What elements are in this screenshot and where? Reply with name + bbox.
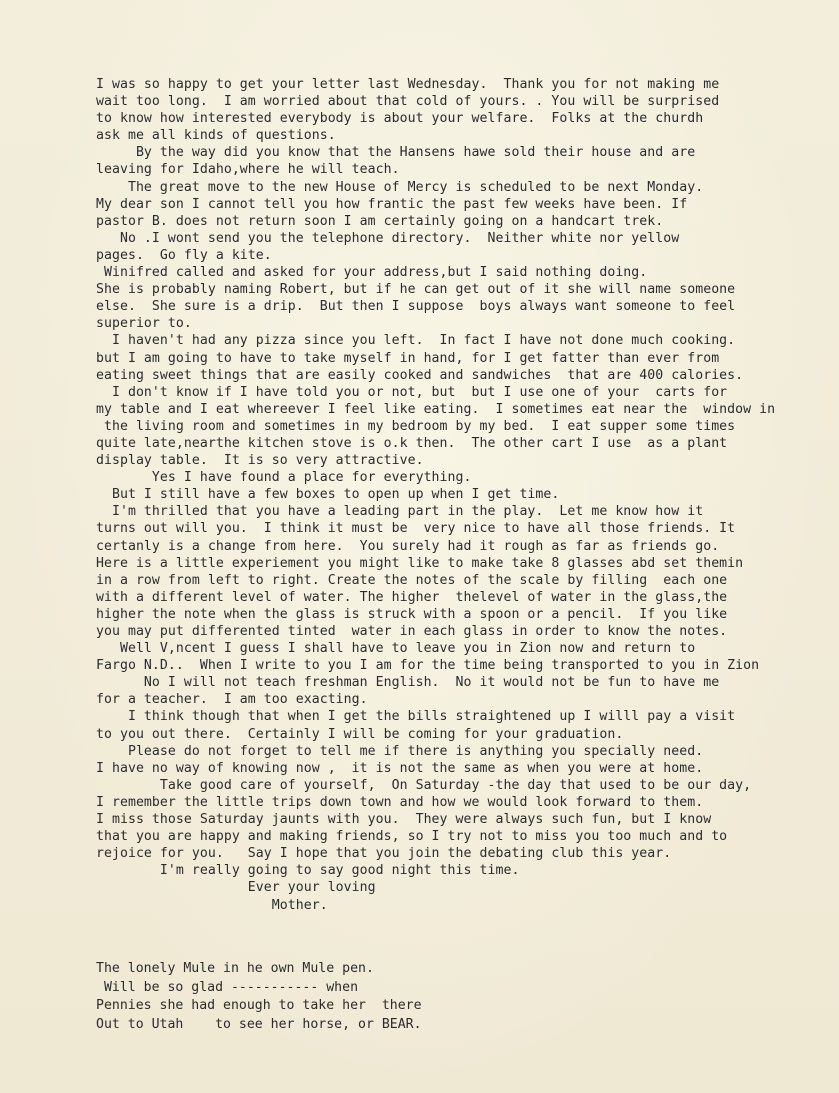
letter-line: Here is a little experiement you might like to make take 8 glasses abd set themin (96, 555, 744, 571)
letter-line: She is probably naming Robert, but if he can get out of it she will name someone (96, 282, 736, 298)
letter-line: the living room and sometimes in my bedroom by my bed. I eat supper some times (96, 418, 736, 434)
letter-line: that you are happy and making friends, so I try not to miss you too much and to (96, 829, 728, 845)
letter-line: wait too long. I am worried about that cold of yours. . You will be surprised (96, 94, 720, 110)
letter-line: No I will not teach freshman English. No it would not be fun to have me (96, 675, 720, 691)
letter-line: to know how interested everybody is about your welfare. Folks at the churdh (96, 111, 704, 127)
letter-line: else. She sure is a drip. But then I suppose boys always want someone to feel (96, 299, 736, 315)
letter-line: Ever your loving (96, 880, 376, 896)
letter-line: with a different level of water. The higher thelevel of water in the glass,the (96, 589, 728, 605)
letter-line: leaving for Idaho,where he will teach. (96, 162, 400, 178)
letter-line: Mother. (96, 897, 328, 913)
letter-line: I haven't had any pizza since you left. In fact I have not done much cooking. (96, 333, 736, 349)
letter-line: I have no way of knowing now , it is not the same as when you were at home. (96, 760, 704, 776)
letter-line: turns out will you. I think it must be very nice to have all those friends. It (96, 521, 736, 537)
letter-line: I think though that when I get the bills straightened up I willl pay a visit (96, 709, 736, 725)
letter-line: rejoice for you. Say I hope that you join the debating club this year. (96, 846, 672, 862)
postscript-line: Out to Utah to see her horse, or BEAR. (96, 1016, 422, 1032)
letter-line: I don't know if I have told you or not, but but I use one of your carts for (96, 384, 728, 400)
letter-line: Yes I have found a place for everything. (96, 470, 472, 486)
letter-line: Winifred called and asked for your address,but I said nothing doing. (96, 265, 648, 281)
letter-line: My dear son I cannot tell you how frantic the past few weeks have been. If (96, 196, 688, 212)
letter-line: but I am going to have to take myself in hand, for I get fatter than ever from (96, 350, 720, 366)
letter-line: Take good care of yourself, On Saturday -the day that used to be our day, (96, 777, 752, 793)
letter-line: Well V,ncent I guess I shall have to leave you in Zion now and return to (96, 641, 696, 657)
postscript-line: The lonely Mule in he own Mule pen. (96, 961, 374, 976)
letter-line: eating sweet things that are easily cooked and sandwiches that are 400 calories. (96, 367, 744, 383)
letter-line: I remember the little trips down town and how we would look forward to them. (96, 794, 704, 810)
letter-line: higher the note when the glass is struck with a spoon or a pencil. If you like (96, 606, 728, 622)
letter-line: No .I wont send you the telephone directory. Neither white nor yellow (96, 230, 680, 246)
letter-line: my table and I eat whereever I feel like eating. I sometimes eat near the window in (96, 401, 776, 417)
letter-line: display table. It is so very attractive. (96, 453, 424, 469)
postscript-line: Will be so glad ----------- when (96, 979, 359, 995)
letter-line: certanly is a change from here. You surely had it rough as far as friends go. (96, 538, 720, 554)
letter-line: But I still have a few boxes to open up when I get time. (96, 487, 560, 503)
postscript-poem (96, 960, 696, 1034)
letter-line: I was so happy to get your letter last Wednesday. Thank you for not making me (96, 77, 720, 92)
letter-line: Please do not forget to tell me if there is anything you specially need. (96, 743, 704, 759)
letter-line: pastor B. does not return soon I am certainly going on a handcart trek. (96, 213, 664, 229)
letter-body (96, 76, 826, 914)
letter-line: I'm really going to say good night this time. (96, 863, 520, 879)
letter-line: pages. Go fly a kite. (96, 247, 272, 263)
letter-line: for a teacher. I am too exacting. (96, 692, 368, 708)
postscript-line: Pennies she had enough to take her there (96, 998, 422, 1014)
letter-line: you may put differented tinted water in each glass in order to know the notes. (96, 624, 728, 639)
letter-line: I'm thrilled that you have a leading part in the play. Let me know how it (96, 504, 704, 520)
letter-line: I miss those Saturday jaunts with you. They were always such fun, but I know (96, 812, 712, 828)
letter-line: ask me all kinds of questions. (96, 128, 336, 144)
letter-line: By the way did you know that the Hansens hawe sold their house and are (96, 145, 696, 161)
letter-line: quite late,nearthe kitchen stove is o.k then. The other cart I use as a plant (96, 435, 728, 451)
letter-line: Fargo N.D.. When I write to you I am for the time being transported to you in Zion (96, 658, 760, 674)
letter-line: in a row from left to right. Create the notes of the scale by filling each one (96, 572, 728, 588)
letter-line: The great move to the new House of Mercy is scheduled to be next Monday. (96, 179, 704, 195)
letter-line: to you out there. Certainly I will be coming for your graduation. (96, 726, 624, 742)
letter-line: superior to. (96, 316, 192, 332)
